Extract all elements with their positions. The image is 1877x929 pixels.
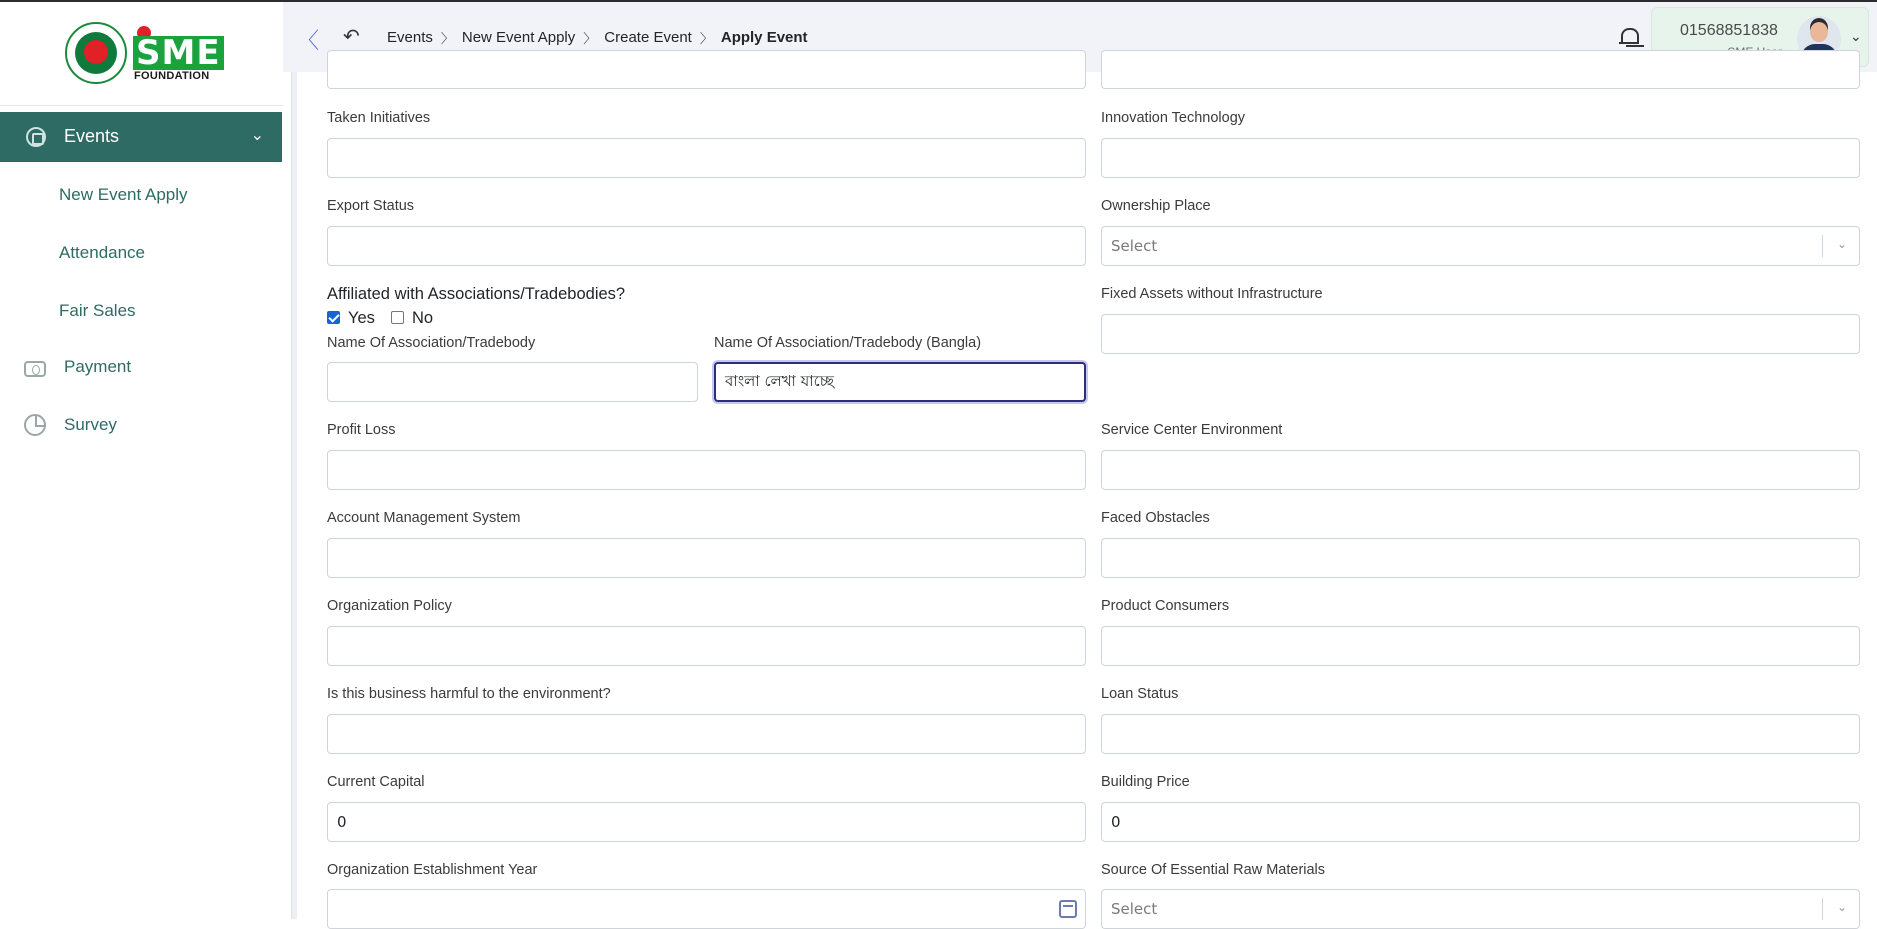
service-center-environment-input[interactable] [1101,450,1860,490]
chevron-down-icon: ⌄ [1850,28,1862,44]
breadcrumb-item-apply-event: Apply Event [720,29,808,46]
raw-materials-source-label: Source Of Essential Raw Materials [1101,862,1326,878]
previous-field-right[interactable] [1101,50,1860,89]
breadcrumb-item-events[interactable]: Events [387,29,433,46]
harmful-environment-label: Is this business harmful to the environment? [327,686,611,702]
product-consumers-label: Product Consumers [1101,598,1230,614]
ownership-place-label: Ownership Place [1101,198,1211,214]
sidebar-item-survey[interactable] [24,411,117,439]
organization-policy-label: Organization Policy [327,598,452,614]
account-management-system-label: Account Management System [327,510,521,526]
sidebar-item-events[interactable] [0,112,282,162]
association-name-label: Name Of Association/Tradebody [327,335,536,351]
profit-loss-label: Profit Loss [327,422,396,438]
sidebar-item-label: Events [64,126,120,146]
calendar-icon[interactable] [1059,900,1077,918]
export-status-label: Export Status [327,198,415,214]
ownership-place-value: Select [1111,237,1158,255]
logo-text: SME [133,36,224,70]
export-status-input[interactable] [327,226,1086,266]
affiliated-yes-label[interactable]: Yes [348,309,375,327]
service-center-environment-label: Service Center Environment [1101,422,1283,438]
product-consumers-input[interactable] [1101,626,1860,666]
account-management-system-input[interactable] [327,538,1086,578]
collapse-sidebar-icon[interactable]: 〈 [297,28,320,53]
affiliated-question: Affiliated with Associations/Tradebodies? [327,285,626,303]
affiliated-no-checkbox[interactable] [391,311,404,324]
breadcrumb [387,28,808,47]
sidebar-subitem-fair-sales[interactable]: Fair Sales [59,301,136,320]
select-separator [1822,898,1823,920]
fixed-assets-label: Fixed Assets without Infrastructure [1101,286,1323,302]
raw-materials-source-value: Select [1111,900,1158,918]
sidebar-subitem-new-event-apply[interactable]: New Event Apply [59,185,188,204]
association-name-bangla-input[interactable]: বাংলা লেখা যাচ্ছে [714,362,1086,402]
bangladesh-seal-icon [65,22,127,84]
sme-foundation-logo[interactable] [65,22,225,84]
building-price-input[interactable]: 0 [1101,802,1860,842]
previous-field-left[interactable] [327,50,1086,89]
fixed-assets-input[interactable] [1101,314,1860,354]
sidebar-subitem-attendance[interactable]: Attendance [59,243,146,262]
faced-obstacles-label: Faced Obstacles [1101,510,1210,526]
events-icon [26,127,46,147]
sidebar [0,2,283,919]
establishment-year-label: Organization Establishment Year [327,862,538,878]
faced-obstacles-input[interactable] [1101,538,1860,578]
association-name-input[interactable] [327,362,698,402]
building-price-label: Building Price [1101,774,1190,790]
breadcrumb-separator-icon: 〉 [699,31,713,46]
taken-initiatives-label: Taken Initiatives [327,110,431,126]
chevron-down-icon: ⌄ [1836,900,1847,914]
breadcrumb-item-create-event[interactable]: Create Event [604,29,692,46]
logo-subtext: FOUNDATION [134,70,210,82]
association-name-bangla-label: Name Of Association/Tradebody (Bangla) [714,335,982,351]
establishment-year-input[interactable] [327,889,1086,929]
content-scroll-gutter [291,72,297,919]
sidebar-item-label: Survey [64,415,117,434]
breadcrumb-separator-icon: 〉 [583,31,597,46]
ownership-place-select[interactable] [1101,226,1860,266]
breadcrumb-separator-icon: 〉 [440,31,454,46]
loan-status-label: Loan Status [1101,686,1179,702]
loan-status-input[interactable] [1101,714,1860,754]
harmful-environment-input[interactable] [327,714,1086,754]
sidebar-divider [0,105,283,106]
user-phone: 01568851838 [1680,22,1778,39]
sidebar-item-payment[interactable] [24,353,131,381]
breadcrumb-item-new-event-apply[interactable]: New Event Apply [461,29,576,46]
raw-materials-source-select[interactable] [1101,889,1860,929]
sme-wordmark [133,22,219,84]
survey-icon [24,414,46,436]
chevron-down-icon: ⌄ [1836,237,1847,251]
payment-icon [24,361,46,377]
back-icon[interactable]: ↶ [343,26,360,48]
notification-bell-icon[interactable] [1619,26,1639,48]
affiliated-yes-checkbox[interactable] [327,311,340,324]
organization-policy-input[interactable] [327,626,1086,666]
current-capital-input[interactable]: 0 [327,802,1086,842]
affiliated-no-label[interactable]: No [412,309,434,327]
chevron-down-icon: ⌄ [250,127,264,144]
select-separator [1822,235,1823,257]
taken-initiatives-input[interactable] [327,138,1086,178]
innovation-technology-label: Innovation Technology [1101,110,1246,126]
profit-loss-input[interactable] [327,450,1086,490]
sidebar-item-label: Payment [64,357,132,376]
logo-area [0,2,283,105]
innovation-technology-input[interactable] [1101,138,1860,178]
current-capital-label: Current Capital [327,774,425,790]
